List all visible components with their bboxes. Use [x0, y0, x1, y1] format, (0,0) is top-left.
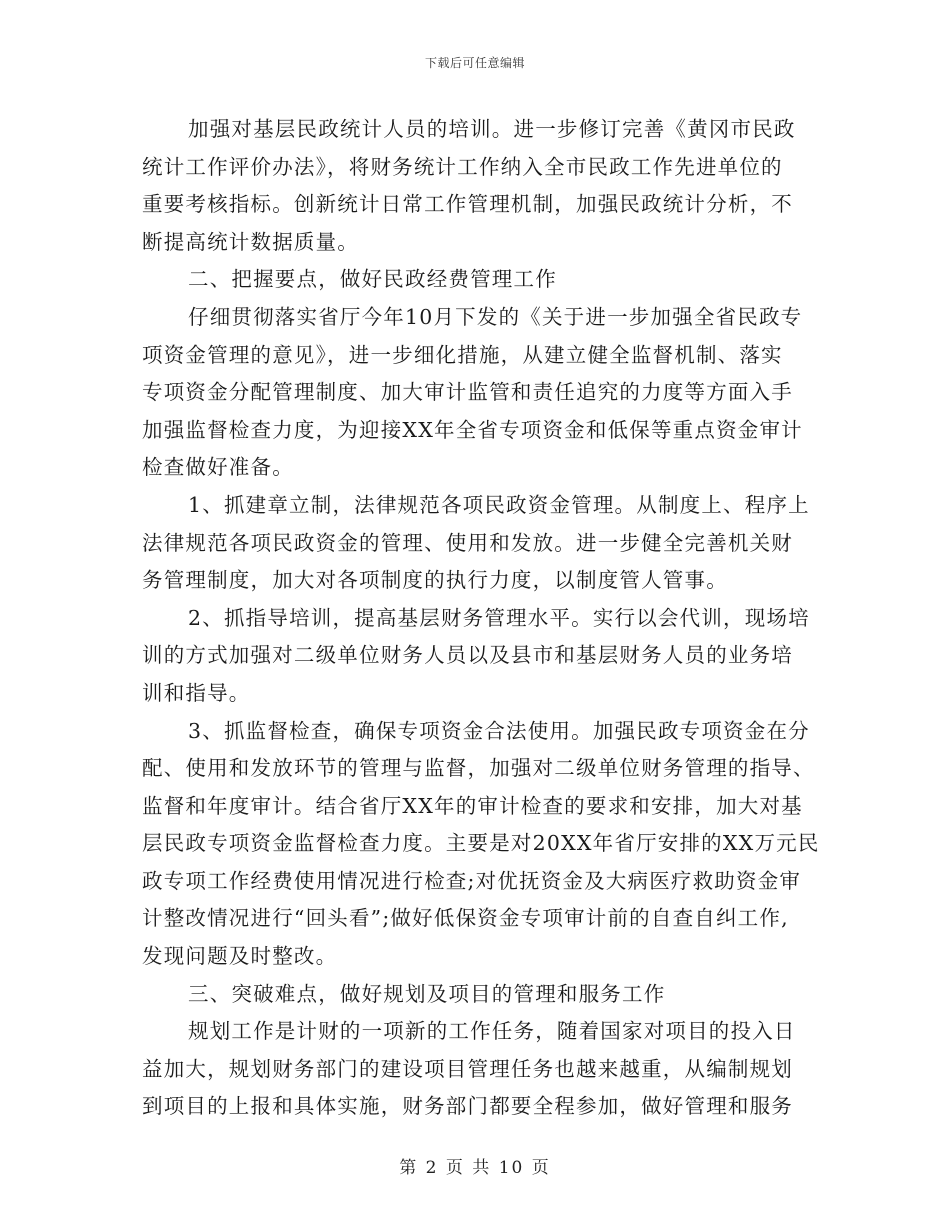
- text-line: 发现问题及时整改。: [142, 944, 338, 969]
- text-line: 加强监督检查力度，为迎接XX年全省专项资金和低保等重点资金审计: [142, 417, 803, 442]
- text-line: 到项目的上报和具体实施，财务部门都要全程参加，做好管理和服务: [142, 1094, 793, 1119]
- text-line: 层民政专项资金监督检查力度。主要是对20XX年省厅安排的XX万元民: [142, 831, 820, 856]
- text-line: 训和指导。: [142, 680, 251, 705]
- text-line: 务管理制度，加大对各项制度的执行力度，以制度管人管事。: [142, 568, 728, 593]
- text-line: 断提高统计数据质量。: [142, 229, 359, 254]
- text-line: 专项资金分配管理制度、加大审计监管和责任追究的力度等方面入手: [142, 380, 793, 405]
- document-body: [142, 111, 820, 1126]
- text-line: 计整改情况进行“回头看”;做好低保资金专项审计前的自查自纠工作,: [142, 906, 789, 931]
- text-line: 政专项工作经费使用情况进行检查;对优抚资金及大病医疗救助资金审: [142, 868, 802, 893]
- text-line: 训的方式加强对二级单位财务人员以及县市和基层财务人员的业务培: [142, 643, 793, 668]
- text-line: 检查做好准备。: [142, 455, 294, 480]
- text-line: 统计工作评价办法》，将财务统计工作纳入全市民政工作先进单位的: [142, 154, 783, 179]
- text-line: 3、抓监督检查，确保专项资金合法使用。加强民政专项资金在分: [188, 718, 810, 743]
- text-line: 规划工作是计财的一项新的工作任务，随着国家对项目的投入日: [188, 1019, 796, 1044]
- page-number-indicator: 第 2 页 共 10 页: [399, 1158, 551, 1178]
- text-line: 加强对基层民政统计人员的培训。进一步修订完善《黄冈市民政: [188, 117, 796, 141]
- page-header-note: 下载后可任意编辑: [424, 56, 525, 70]
- text-line: 益加大，规划财务部门的建设项目管理任务也越来越重，从编制规划: [142, 1056, 793, 1081]
- text-line: 重要考核指标。创新统计日常工作管理机制，加强民政统计分析，不: [142, 192, 793, 217]
- text-line: 项资金管理的意见》，进一步细化措施，从建立健全监督机制、落实: [142, 342, 783, 367]
- text-line: 配、使用和发放环节的管理与监督，加强对二级单位财务管理的指导、: [142, 756, 815, 781]
- text-line: 1、抓建章立制，法律规范各项民政资金管理。从制度上、程序上: [188, 492, 810, 517]
- section-heading: 三、突破难点，做好规划及项目的管理和服务工作: [188, 981, 666, 1006]
- text-line: 监督和年度审计。结合省厅XX年的审计检查的要求和安排，加大对基: [142, 793, 803, 818]
- text-line: 仔细贯彻落实省厅今年10月下发的《关于进一步加强全省民政专: [188, 304, 803, 329]
- section-heading: 二、把握要点，做好民政经费管理工作: [188, 267, 557, 292]
- text-line: 法律规范各项民政资金的管理、使用和发放。进一步健全完善机关财: [142, 530, 793, 555]
- text-line: 2、抓指导培训，提高基层财务管理水平。实行以会代训，现场培: [188, 605, 810, 630]
